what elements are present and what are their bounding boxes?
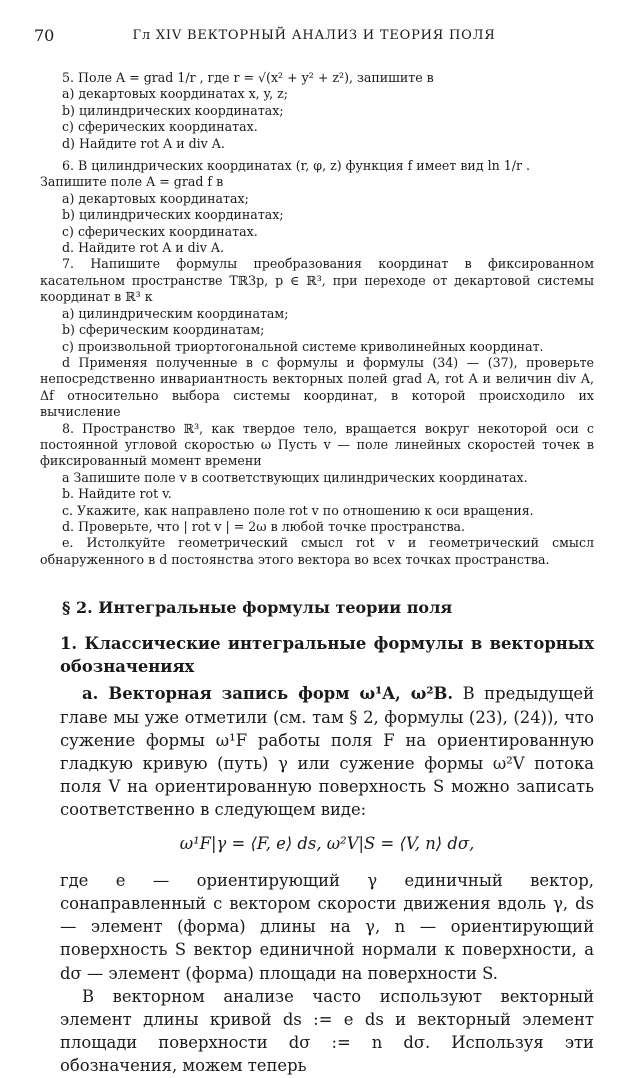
exercise-8-item: c. Укажите, как направлено поле rot v по отношению к оси вращения. <box>62 502 534 518</box>
exercise-7-item: c) произвольной триортогональной системе криволинейных координат. <box>62 338 544 354</box>
paragraph-after-formula: где e — ориентирующий γ единичный вектор, сонаправленный с вектором скорости движения вдоль γ, ds — элемент (форма) длины на γ, n — ориентирующий поверхность S вектор единичной нормали к поверхности, а dσ — элемент (форма) площади на поверхности S. <box>60 870 594 983</box>
paragraph-a <box>60 682 594 821</box>
exercise-6-line2: Запишите поле A = grad f в <box>40 174 224 190</box>
exercise-6-item: d. Найдите rot A и div A. <box>62 240 224 256</box>
exercise-8-intro: 8. Пространство ℝ³, как твердое тело, вращается вокруг некоторой оси с постоянной угловой скоростью ω Пусть v — поле линейных скоростей точек в фиксированный момент времени <box>40 420 594 469</box>
exercise-6-item: a) декартовых координатах; <box>62 190 249 206</box>
exercise-5-item: c) сферических координатах. <box>62 119 258 135</box>
exercise-6-intro: 6. В цилиндрических координатах (r, φ, z) функция f имеет вид ln 1/r . <box>62 158 530 174</box>
section-title: § 2. Интегральные формулы теории поля <box>62 598 453 617</box>
paragraph-a-text: В предыдущей главе мы уже отметили (см. там § 2, формулы (23), (24)), что сужение формы ω¹F работы поля F на ориентированную гладкую кривую (путь) γ или сужение формы ω²V потока поля V на ориентированную поверхность S можно записать соответственно в следующем виде: <box>60 684 594 820</box>
exercise-6-item: b) цилиндрических координатах; <box>62 207 284 223</box>
display-formula: ω¹F|γ = ⟨F, e⟩ ds, ω²V|S = ⟨V, n⟩ dσ, <box>179 833 475 853</box>
paragraph-last: В векторном анализе часто используют векторный элемент длины кривой ds := e ds и векторный элемент площади поверхности dσ := n dσ. Используя эти обозначения, можем теперь <box>60 986 594 1076</box>
running-title: Гл XIV ВЕКТОРНЫЙ АНАЛИЗ И ТЕОРИЯ ПОЛЯ <box>132 28 496 43</box>
exercise-8-item: d. Проверьте, что | rot v | = 2ω в любой точке пространства. <box>62 518 466 534</box>
exercise-8-item: e. Истолкуйте геометрический смысл rot v и геометрический смысл обнаруженного в d постоянства этого вектора во всех точках пространства. <box>40 535 594 567</box>
subsection-title: 1. Классические интегральные формулы в векторных обозначениях <box>60 634 594 677</box>
exercise-7-intro: 7. Напишите формулы преобразования координат в фиксированном касательном пространстве TℝЗp, p ∈ ℝ³, при переходе от декартовой системы координат в ℝ³ к <box>40 256 594 305</box>
paragraph-a-heading: a. Векторная запись форм ω¹A, ω²B. <box>82 684 454 704</box>
exercise-block <box>40 70 594 568</box>
exercise-8-item: b. Найдите rot v. <box>62 486 172 502</box>
exercise-6-item: c) сферических координатах. <box>62 223 258 239</box>
main-text <box>60 632 594 1078</box>
exercise-5-item: d) Найдите rot A и div A. <box>62 135 225 151</box>
exercise-5-item: b) цилиндрических координатах; <box>62 102 284 118</box>
exercise-8-item: a Запишите поле v в соответствующих цилиндрических координатах. <box>62 469 528 485</box>
page-number: 70 <box>34 26 55 45</box>
exercise-7-item: a) цилиндрическим координатам; <box>62 305 289 321</box>
exercise-7-item: b) сферическим координатам; <box>62 322 265 338</box>
exercise-5-item: a) декартовых координатах x, y, z; <box>62 86 289 102</box>
exercise-5-intro: 5. Поле A = grad 1/r , где r = √(x² + y² + z²), запишите в <box>62 70 434 85</box>
exercise-7-item: d Применяя полученные в с формулы и формулы (34) — (37), проверьте непосредственно инвариантность векторных полей grad A, rot A и величин div A, Δf относительно выбора системы координат, в которой происходило их вычисление <box>40 354 594 420</box>
